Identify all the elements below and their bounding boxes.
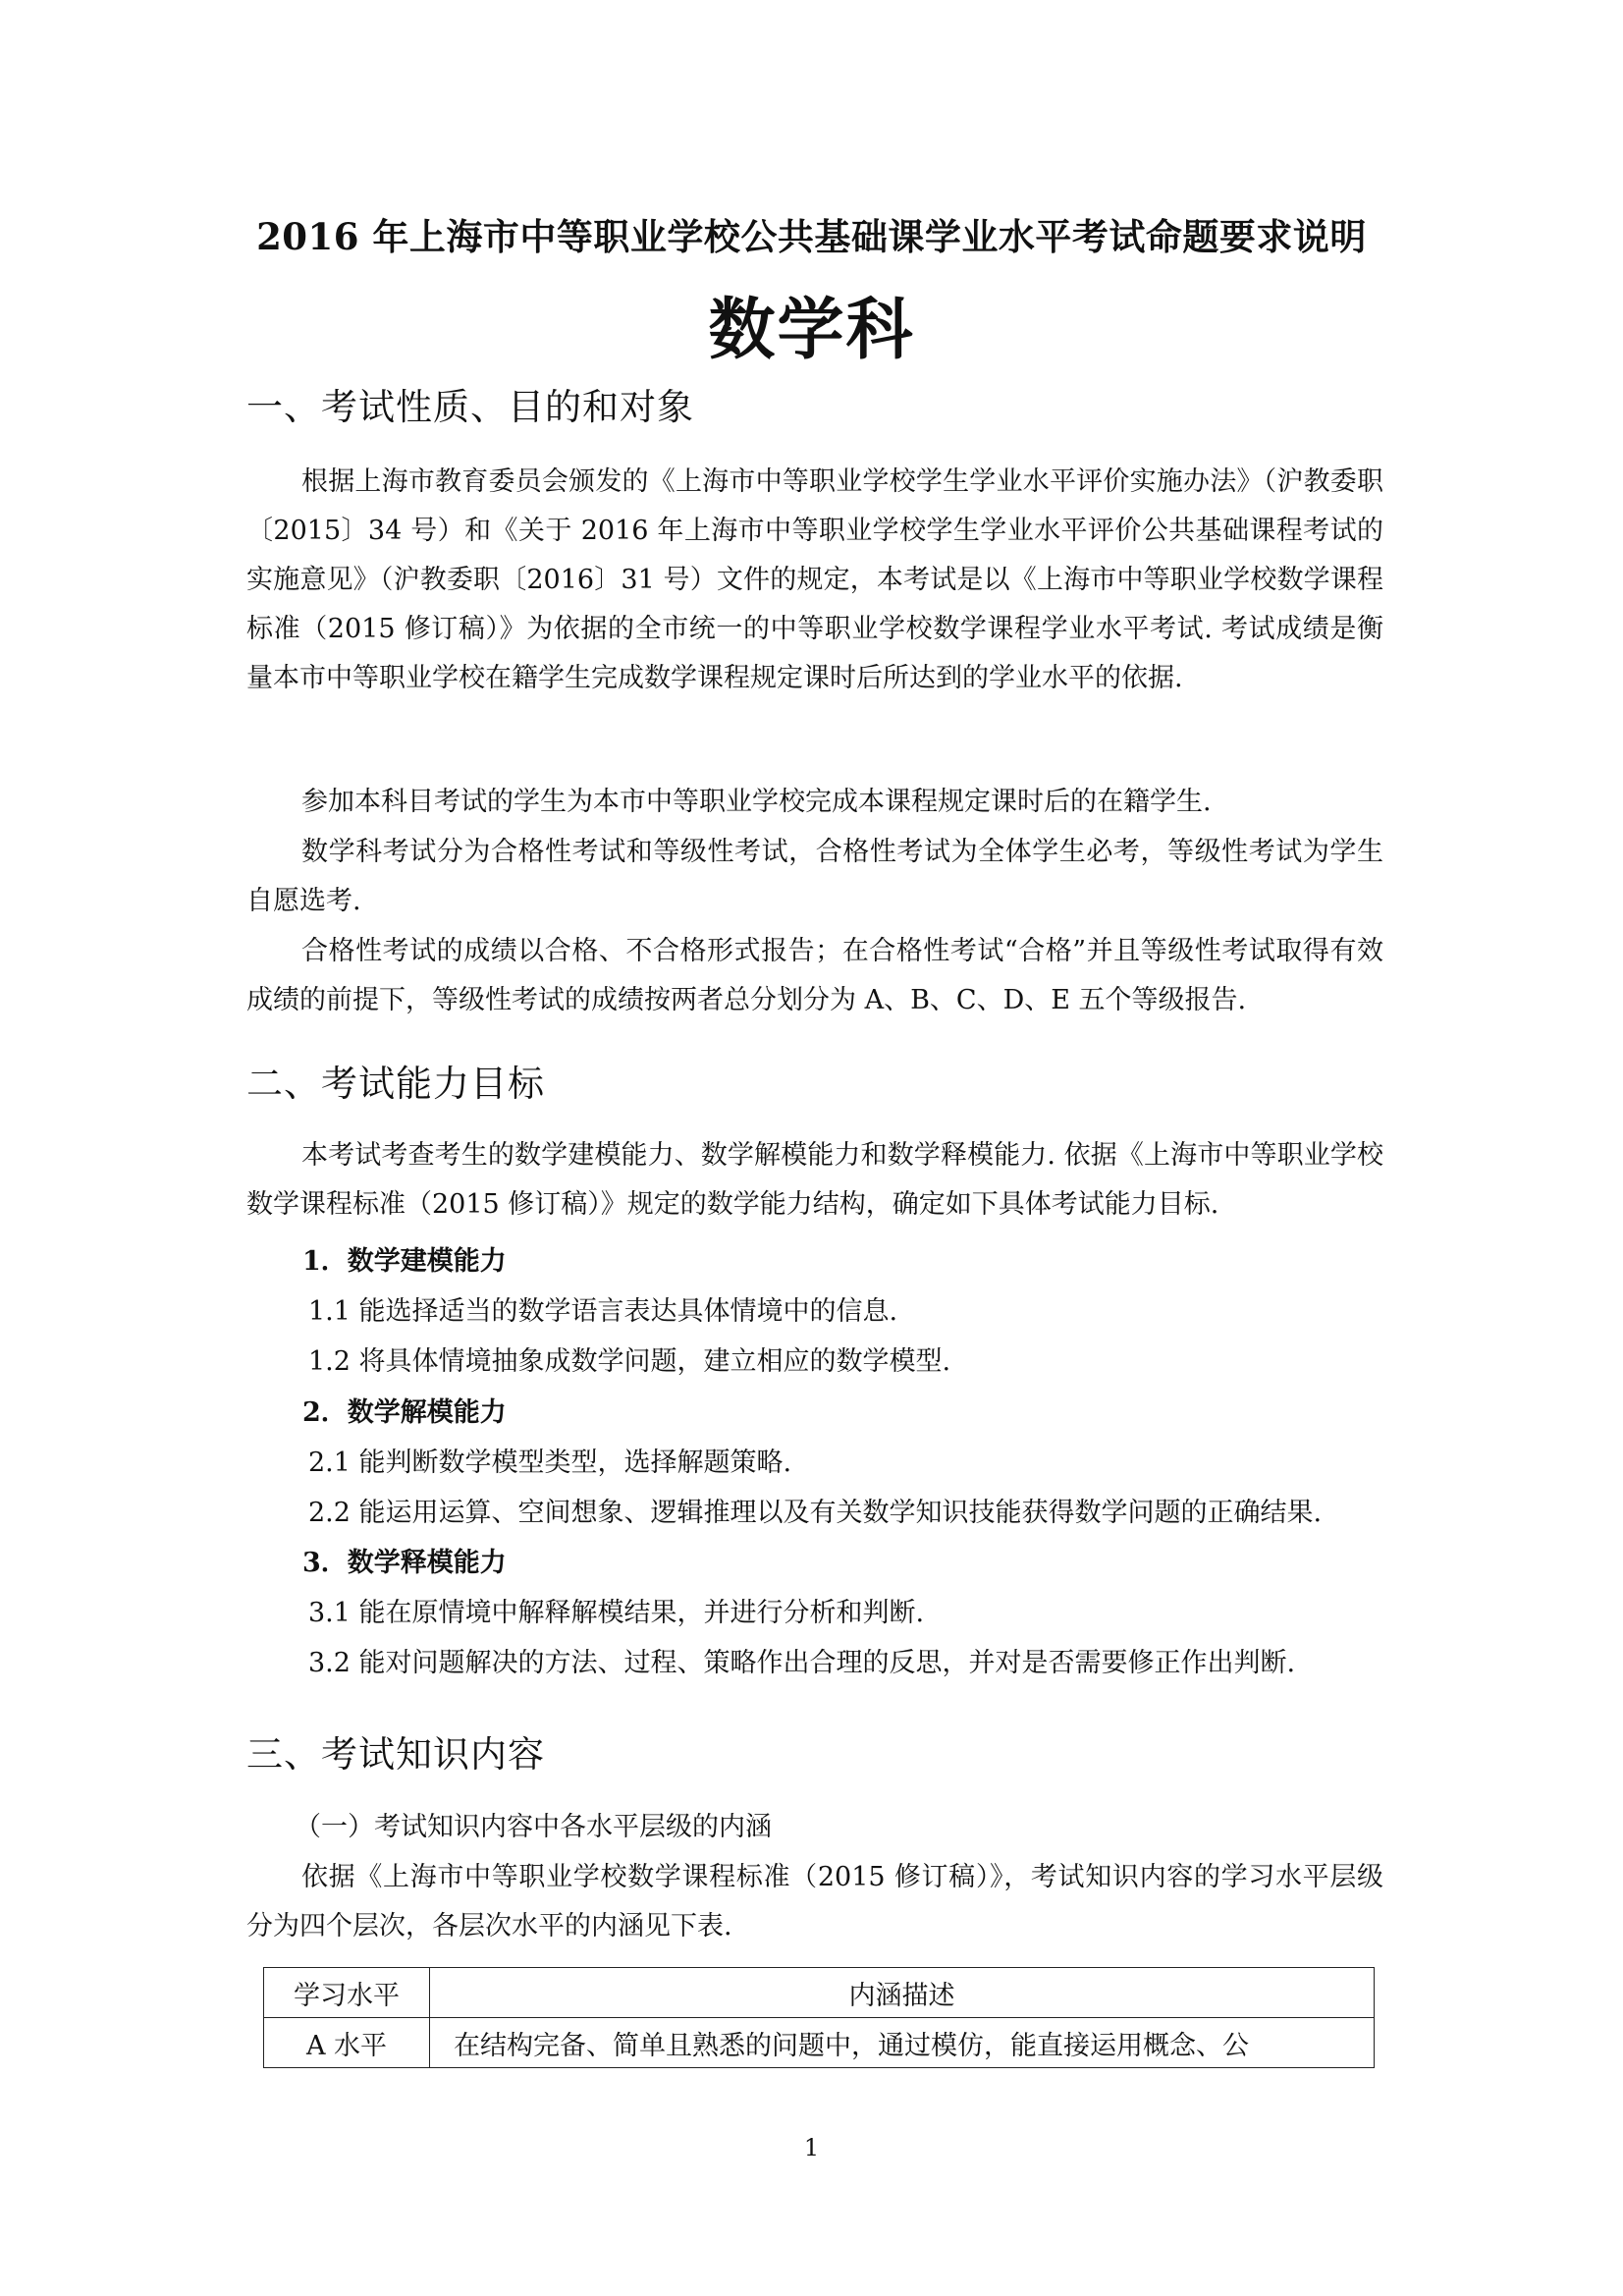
table-header-row: [264, 1968, 1375, 2018]
ability-2-title: 2．数学解模能力: [302, 1397, 507, 1428]
section1-paragraph-3: 数学科考试分为合格性考试和等级性考试，合格性考试为全体学生必考，等级性考试为学生自愿选考.: [246, 837, 1383, 916]
section1-paragraph-2: 参加本科目考试的学生为本市中等职业学校完成本课程规定课时后的在籍学生.: [301, 787, 1212, 817]
section1-paragraph-1: 根据上海市教育委员会颁发的《上海市中等职业学校学生学业水平评价实施办法》（沪教委职〔2015〕34 号）和《关于 2016 年上海市中等职业学校学生学业水平评价公共基础课程考试的实施意见》（沪教委职〔2016〕31 号）文件的规定，本考试是以《上海市中等职业学校数学课程标准（2015 修订稿）》为依据的全市统一的中等职业学校数学课程学业水平考试. 考试成绩是衡量本市中等职业学校在籍学生完成数学课程规定课时后所达到的学业水平的依据.: [246, 466, 1383, 693]
ability-1-title: 1．数学建模能力: [302, 1246, 507, 1277]
table-cell-level: A 水平: [264, 2018, 430, 2068]
section3-subheading-1: （一）考试知识内容中各水平层级的内涵: [295, 1812, 772, 1842]
document-title: 2016 年上海市中等职业学校公共基础课学业水平考试命题要求说明: [256, 215, 1367, 258]
ability-2-item-1: 2.1 能判断数学模型类型，选择解题策略.: [308, 1448, 792, 1478]
section3-intro: 依据《上海市中等职业学校数学课程标准（2015 修订稿）》，考试知识内容的学习水平层级分为四个层次，各层次水平的内涵见下表.: [246, 1862, 1383, 1941]
table-header-level: 学习水平: [264, 1968, 430, 2018]
table-cell-description: 在结构完备、简单且熟悉的问题中，通过模仿，能直接运用概念、公: [430, 2018, 1375, 2068]
table-row: [264, 2018, 1375, 2068]
section-heading-1: 一、考试性质、目的和对象: [246, 386, 694, 428]
subject-title: 数学科: [708, 292, 915, 369]
section-heading-2: 二、考试能力目标: [246, 1063, 545, 1105]
section-heading-3: 三、考试知识内容: [246, 1733, 545, 1776]
learning-levels-table: [263, 1967, 1375, 2068]
section1-paragraph-4: 合格性考试的成绩以合格、不合格形式报告；在合格性考试“合格”并且等级性考试取得有效成绩的前提下，等级性考试的成绩按两者总分划分为 A、B、C、D、E 五个等级报告.: [246, 936, 1383, 1015]
ability-3-title: 3．数学释模能力: [302, 1548, 507, 1578]
page-number: 1: [803, 2134, 820, 2161]
ability-1-item-2: 1.2 将具体情境抽象成数学问题，建立相应的数学模型.: [308, 1346, 951, 1377]
table-header-description: 内涵描述: [430, 1968, 1375, 2018]
section2-intro: 本考试考查考生的数学建模能力、数学解模能力和数学释模能力. 依据《上海市中等职业学校数学课程标准（2015 修订稿）》规定的数学能力结构，确定如下具体考试能力目标.: [246, 1140, 1383, 1220]
ability-1-item-1: 1.1 能选择适当的数学语言表达具体情境中的信息.: [308, 1296, 898, 1327]
ability-3-item-2: 3.2 能对问题解决的方法、过程、策略作出合理的反思，并对是否需要修正作出判断.: [308, 1648, 1296, 1678]
ability-2-item-2: 2.2 能运用运算、空间想象、逻辑推理以及有关数学知识技能获得数学问题的正确结果.: [308, 1498, 1323, 1528]
ability-3-item-1: 3.1 能在原情境中解释解模结果，并进行分析和判断.: [308, 1598, 925, 1628]
